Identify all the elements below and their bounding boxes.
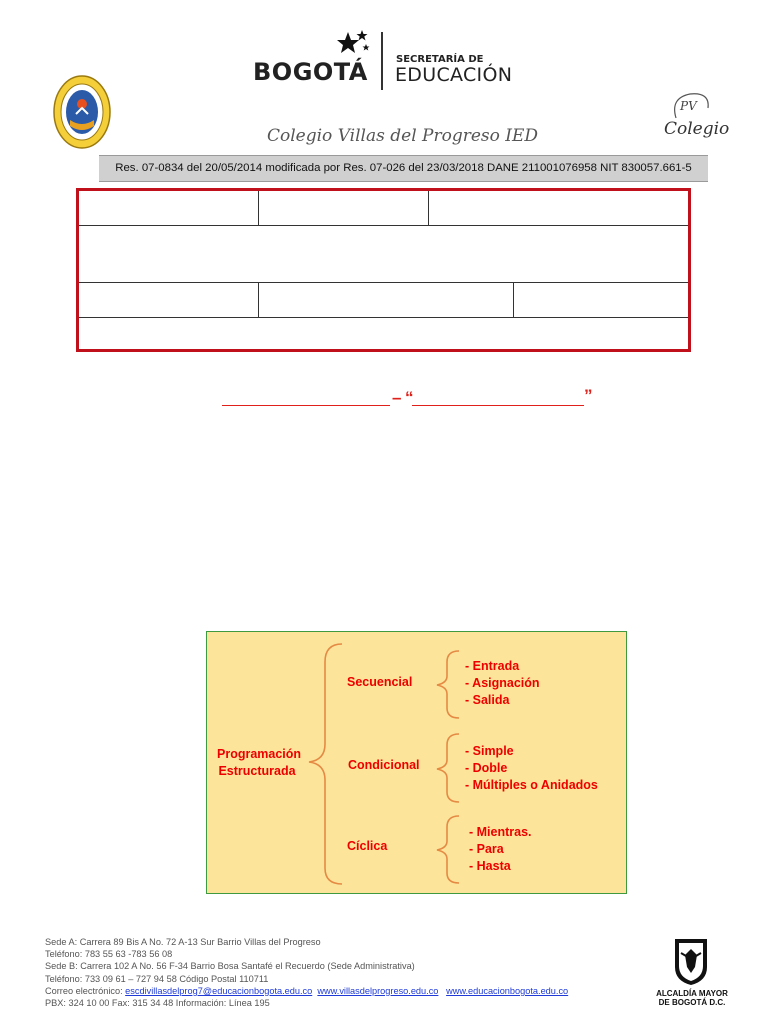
form-row-3: [79, 283, 688, 318]
pv-colegio-logo-icon: [660, 88, 730, 144]
footer-line: Sede A: Carrera 89 Bis A No. 72 A-13 Sur Barrio Villas del Progreso: [45, 937, 321, 947]
title-dash: –: [392, 388, 402, 407]
branch-condicional: Condicional: [348, 758, 420, 772]
school-name: Colegio Villas del Progreso IED: [267, 126, 539, 146]
alcaldia-shield-icon: [671, 937, 711, 987]
footer-line: Teléfono: 783 55 63 -783 56 08: [45, 949, 173, 960]
branch-secuencial: Secuencial: [347, 675, 413, 689]
school-seal-icon: [52, 74, 112, 150]
form-cell: [259, 191, 429, 225]
form-header-box: [76, 188, 691, 352]
footer-line: PBX: 324 10 00 Fax: 315 34 48 Información: Línea 195: [45, 998, 270, 1009]
footer-line: Correo electrónico: escdivillasdelprog7@educacionbogota.edu.co www.villasdelprogreso.edu.co www.educacionbogota.edu.co: [45, 985, 569, 996]
form-cell: [259, 283, 514, 317]
website-link-villas[interactable]: www.villasdelprogreso.edu.co: [317, 985, 439, 996]
secretaria-label: SECRETARÍA DE: [396, 54, 484, 65]
branch-ciclica: Cíclica: [347, 839, 388, 853]
footer-line: Teléfono: 733 09 61 – 727 94 58 Código Postal 110711: [45, 973, 269, 984]
list-item: - Asignación: [465, 676, 540, 690]
list-item: - Entrada: [465, 659, 520, 673]
resolution-bar: Res. 07-0834 del 20/05/2014 modificada por Res. 07-026 del 23/03/2018 DANE 211001076958 NIT 830057.661-5: [99, 155, 708, 182]
svg-text:PV: PV: [680, 99, 697, 113]
footer-contact: [45, 936, 568, 1009]
form-row-1: [79, 191, 688, 226]
secuencial-brace: [437, 651, 459, 718]
secuencial-items: [465, 658, 540, 709]
list-item: - Mientras.: [469, 825, 532, 839]
form-cell: [79, 191, 259, 225]
footer-line: Sede B: Carrera 102 A No. 56 F-34 Barrio Bosa Santafé el Recuerdo (Sede Administrativa): [45, 961, 415, 972]
ciclica-items: [469, 824, 532, 875]
condicional-items: [465, 743, 598, 794]
title-quote-close: ”: [584, 386, 593, 405]
email-link[interactable]: escdivillasdelprog7@educacionbogota.edu.co: [125, 985, 313, 996]
title-blank-2: [412, 405, 584, 406]
list-item: - Para: [469, 842, 504, 856]
alcaldia-label: ALCALDÍA MAYOR DE BOGOTÁ D.C.: [656, 989, 728, 1007]
main-brace: [309, 644, 342, 884]
diagram-root-label: Programación Estructurada: [217, 747, 302, 778]
title-quote-open: “: [405, 388, 414, 407]
website-link-sed[interactable]: www.educacionbogota.edu.co: [446, 985, 569, 996]
list-item: - Simple: [465, 744, 514, 758]
svg-text:Colegio: Colegio: [664, 119, 730, 139]
header-separator: [381, 32, 383, 90]
structured-programming-diagram: [206, 631, 627, 894]
list-item: - Múltiples o Anidados: [465, 778, 598, 792]
bogota-star-icon: [332, 28, 372, 60]
list-item: - Salida: [465, 693, 510, 707]
bogota-logo-text: BOGOTÁ: [253, 58, 368, 86]
ciclica-brace: [437, 816, 459, 883]
form-cell: [79, 283, 259, 317]
list-item: - Doble: [465, 761, 508, 775]
list-item: - Hasta: [469, 859, 511, 873]
educacion-label: EDUCACIÓN: [395, 64, 513, 86]
form-row-2: [79, 226, 688, 283]
condicional-brace: [437, 734, 459, 802]
title-blank-1: [222, 405, 390, 406]
